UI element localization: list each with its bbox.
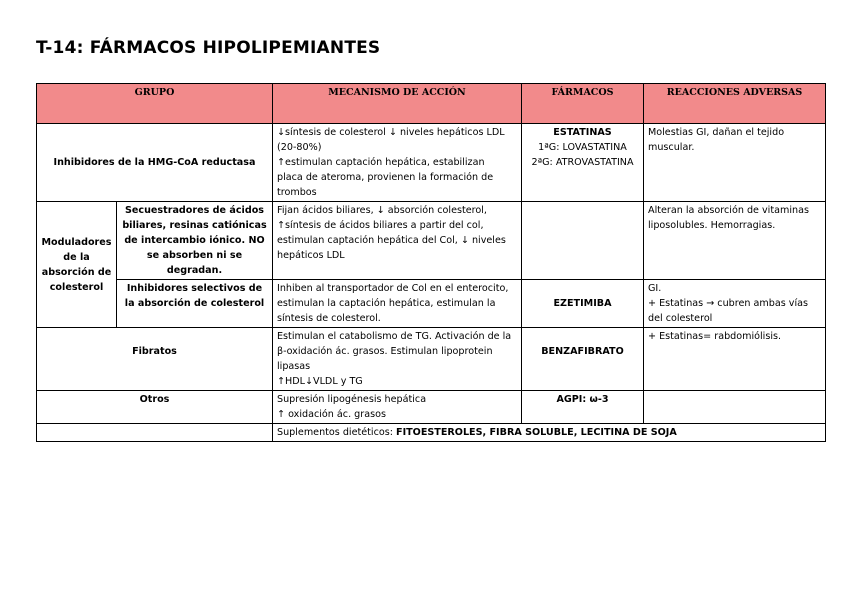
grupo-inhibidores: Inhibidores selectivos de la absorción de colesterol	[117, 280, 273, 328]
header-reacciones: REACCIONES ADVERSAS	[644, 84, 826, 124]
header-row	[37, 84, 826, 124]
table-row-secuestradores	[37, 202, 826, 280]
reacciones-secuestradores: Alteran la absorción de vitaminas liposolubles. Hemorragias.	[644, 202, 826, 280]
farmacos-secuestradores	[522, 202, 644, 280]
table-row-fibratos	[37, 328, 826, 391]
farmacos-inhibidores: EZETIMIBA	[522, 280, 644, 328]
grupo-moduladores: Moduladores de la absorción de colesterol	[37, 202, 117, 328]
farmacos-hmg: ESTATINAS 1ªG: LOVASTATINA 2ªG: ATROVASTATINA	[522, 124, 644, 202]
mecanismo-hmg: ↓síntesis de colesterol ↓ niveles hepáticos LDL (20-80%) ↑estimulan captación hepática, estabilizan placa de ateroma, provienen la formación de trombos	[273, 124, 522, 202]
reacciones-inhibidores: GI. + Estatinas → cubren ambas vías del colesterol	[644, 280, 826, 328]
grupo-otros: Otros	[37, 391, 273, 424]
suplementos-value: FITOESTEROLES, FIBRA SOLUBLE, LECITINA DE SOJA	[396, 427, 677, 438]
mecanismo-fibratos: Estimulan el catabolismo de TG. Activación de la β-oxidación ác. grasos. Estimulan lipoprotein lipasas ↑HDL↓VLDL y TG	[273, 328, 522, 391]
grupo-hmg: Inhibidores de la HMG-CoA reductasa	[37, 124, 273, 202]
reacciones-otros	[644, 391, 826, 424]
reacciones-hmg: Molestias GI, dañan el tejido muscular.	[644, 124, 826, 202]
header-farmacos: FÁRMACOS	[522, 84, 644, 124]
mecanismo-otros: Supresión lipogénesis hepática ↑ oxidación ác. grasos	[273, 391, 522, 424]
table-row-hmg	[37, 124, 826, 202]
mecanismo-secuestradores: Fijan ácidos biliares, ↓ absorción colesterol, ↑síntesis de ácidos biliares a partir del col, estimulan captación hepática del Col, ↓ niveles hepáticos LDL	[273, 202, 522, 280]
drug-table	[36, 83, 826, 442]
header-grupo: GRUPO	[37, 84, 273, 124]
suplementos-cell	[273, 424, 826, 442]
suplementos-label: Suplementos dietéticos:	[277, 427, 397, 438]
header-mecanismo: MECANISMO DE ACCIÓN	[273, 84, 522, 124]
mecanismo-inhibidores: Inhiben al transportador de Col en el enterocito, estimulan la captación hepática, estimulan la síntesis de colesterol.	[273, 280, 522, 328]
farmacos-fibratos: BENZAFIBRATO	[522, 328, 644, 391]
farmacos-otros: AGPI: ω-3	[522, 391, 644, 424]
grupo-suplementos	[37, 424, 273, 442]
table-row-inhibidores	[37, 280, 826, 328]
table-row-otros	[37, 391, 826, 424]
reacciones-fibratos: + Estatinas= rabdomiólisis.	[644, 328, 826, 391]
table-row-suplementos	[37, 424, 826, 442]
grupo-fibratos: Fibratos	[37, 328, 273, 391]
page-title: T-14: FÁRMACOS HIPOLIPEMIANTES	[36, 38, 381, 58]
grupo-secuestradores: Secuestradores de ácidos biliares, resinas catiónicas de intercambio iónico. NO se absorben ni se degradan.	[117, 202, 273, 280]
